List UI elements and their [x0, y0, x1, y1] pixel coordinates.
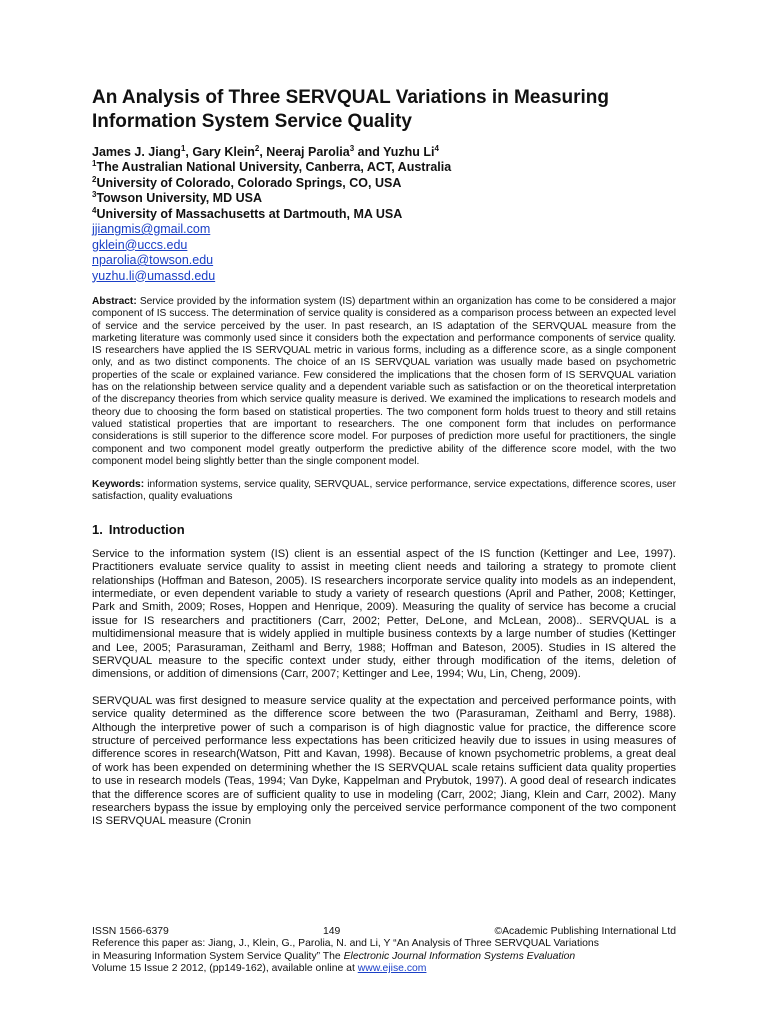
abstract-text: Service provided by the information system (IS) department within an organization has come to be considered a major component of IS success. The determination of service quality is considered as a comparison process between an expected level of service and the service perceived by the user. In past research, an IS adaptation of the SERVQUAL measure from the marketing literature was commonly used since it considers both the expectation and performance components of service quality. IS researchers have applied the IS SERVQUAL metric in various forms, including as a difference score, as a single component only, and as two distinct components. The choice of an IS SERVQUAL variation was usually made based on psychometric properties of the scale or explained variance. Few considered the implications that the chosen form of IS SERVQUAL variation has on the relationship between service quality and a dependent variable such as satisfaction or on the theoretical interpretation of the discrepancy theories from which service quality measure is derived. We examined the implications to research models and theory due to choosing the form based on statistical properties. The two component form holds truest to theory and still retains valued statistical properties that are important to researchers. The one component form that includes on performance considerations is still superior to the difference score model. For purposes of prediction more useful for practitioners, the single component and two component model greatly outperform the predictive ability of the difference score model, with the two component model being slightly better than the single component model. — [92, 296, 676, 467]
body-paragraph: Service to the information system (IS) client is an essential aspect of the IS function (Kettinger and Lee, 1997). Practitioners evaluate service quality to assist in meeting client needs and tailoring a strategy to promote client relationships (Hoffman and Bateson, 2005). IS researchers incorporate service quality into models as an independent, intermediate, or even dependent variable to study a variety of research questions (April and Pather, 2008; Kettinger, Park and Smith, 2009; Roses, Hoppen and Henrique, 2009). Measuring the quality of service has become a crucial issue for IS researchers and practitioners (Carr, 2002; Petter, DeLone, and McLean, 2008).. SERVQUAL is a multidimensional measure that is widely applied in multiple business contexts by a large number of studies (Kettinger and Lee, 2005; Parasuraman, Zeithaml and Berry, 1988; Hoffman and Bateson, 2005). Studies in IS altered the SERVQUAL measure to the specific context under study, either through modification of the items, deletion of dimensions, or addition of dimensions (Carr, 2007; Kettinger and Lee, 1994; Wu, Lin, Cheng, 2009). — [92, 547, 676, 681]
paper-title: An Analysis of Three SERVQUAL Variations in Measuring Information System Service Quality — [92, 87, 609, 132]
body-paragraph: SERVQUAL was first designed to measure service quality at the expectation and perceived performance points, with service quality determined as the difference score between the two (Parasuraman, Zeithaml and Berry, 1988). Although the interpretive power of such a comparison is of high diagnostic value for practice, the difference score structure of perceived performance less expectations has been criticized heavily due to issues in using measures of difference scores in research(Watson, Pitt and Kavan, 1998). Because of known psychometric problems, a great deal of work has been expended on determining whether the IS SERVQUAL scale retains sufficient data quality properties to use in research models (Teas, 1994; Van Dyke, Kappelman and Prybutok, 1997). A good deal of research indicates that the difference scores are of sufficient quality to use in modeling (Carr, 2002; Jiang, Klein and Carr, 2002). Many researchers bypass the issue by employing only the perceived service performance component of the two component IS SERVQUAL measure (Cronin — [92, 694, 676, 828]
abstract-label: Abstract: — [92, 296, 137, 307]
journal-name: Electronic Journal Information Systems Evaluation — [343, 950, 576, 962]
keywords-label: Keywords: — [92, 479, 145, 491]
affiliation: $^1$The Australian National University, Canberra, ACT, Australia — [92, 158, 452, 174]
page-footer — [92, 926, 676, 976]
paper-page — [92, 86, 676, 842]
section-number: 1. — [92, 521, 103, 537]
reference-line: in Measuring Information System Service Quality” The Electronic Journal Information Systems Evaluation — [92, 950, 576, 962]
author: Gary Klein$^2$, — [192, 143, 267, 159]
reference-line: Volume 15 Issue 2 2012, (pp149-162), available online at www.ejise.com — [92, 963, 427, 975]
affiliation: $^3$Towson University, MD USA — [92, 189, 262, 205]
email-link[interactable]: jjiangmis@gmail.com — [92, 222, 211, 236]
section-title: Introduction — [108, 521, 185, 537]
author: Neeraj Parolia$^3$ and — [266, 143, 384, 159]
author-list — [92, 144, 676, 160]
abstract — [92, 296, 676, 468]
email-link[interactable]: gklein@uccs.edu — [92, 237, 188, 252]
section-heading — [92, 522, 676, 538]
footer-row — [92, 926, 676, 938]
author: James J. Jiang$^1$, — [92, 143, 193, 159]
keywords — [92, 479, 676, 504]
affiliation: $^2$University of Colorado, Colorado Springs, CO, USA — [92, 174, 402, 190]
email-link[interactable]: yuzhu.li@umassd.edu — [92, 268, 216, 283]
page-number: 149 — [322, 926, 341, 937]
issn: ISSN 1566-6379 — [92, 926, 169, 937]
journal-url-link[interactable]: www.ejise.com — [357, 963, 427, 975]
email-link[interactable]: nparolia@towson.edu — [92, 253, 214, 267]
affiliation: $^4$University of Massachusetts at Dartmouth, MA USA — [92, 205, 403, 221]
publisher: ©Academic Publishing International Ltd — [494, 926, 676, 937]
author: Yuzhu Li$^4$ — [383, 143, 439, 159]
reference-line: Reference this paper as: Jiang, J., Klein, G., Parolia, N. and Li, Y “An Analysis of Three SERVQUAL Variations — [92, 938, 599, 950]
keywords-text: information systems, service quality, SERVQUAL, service performance, service expectations, difference scores, user satisfaction, quality evaluations — [92, 479, 676, 503]
